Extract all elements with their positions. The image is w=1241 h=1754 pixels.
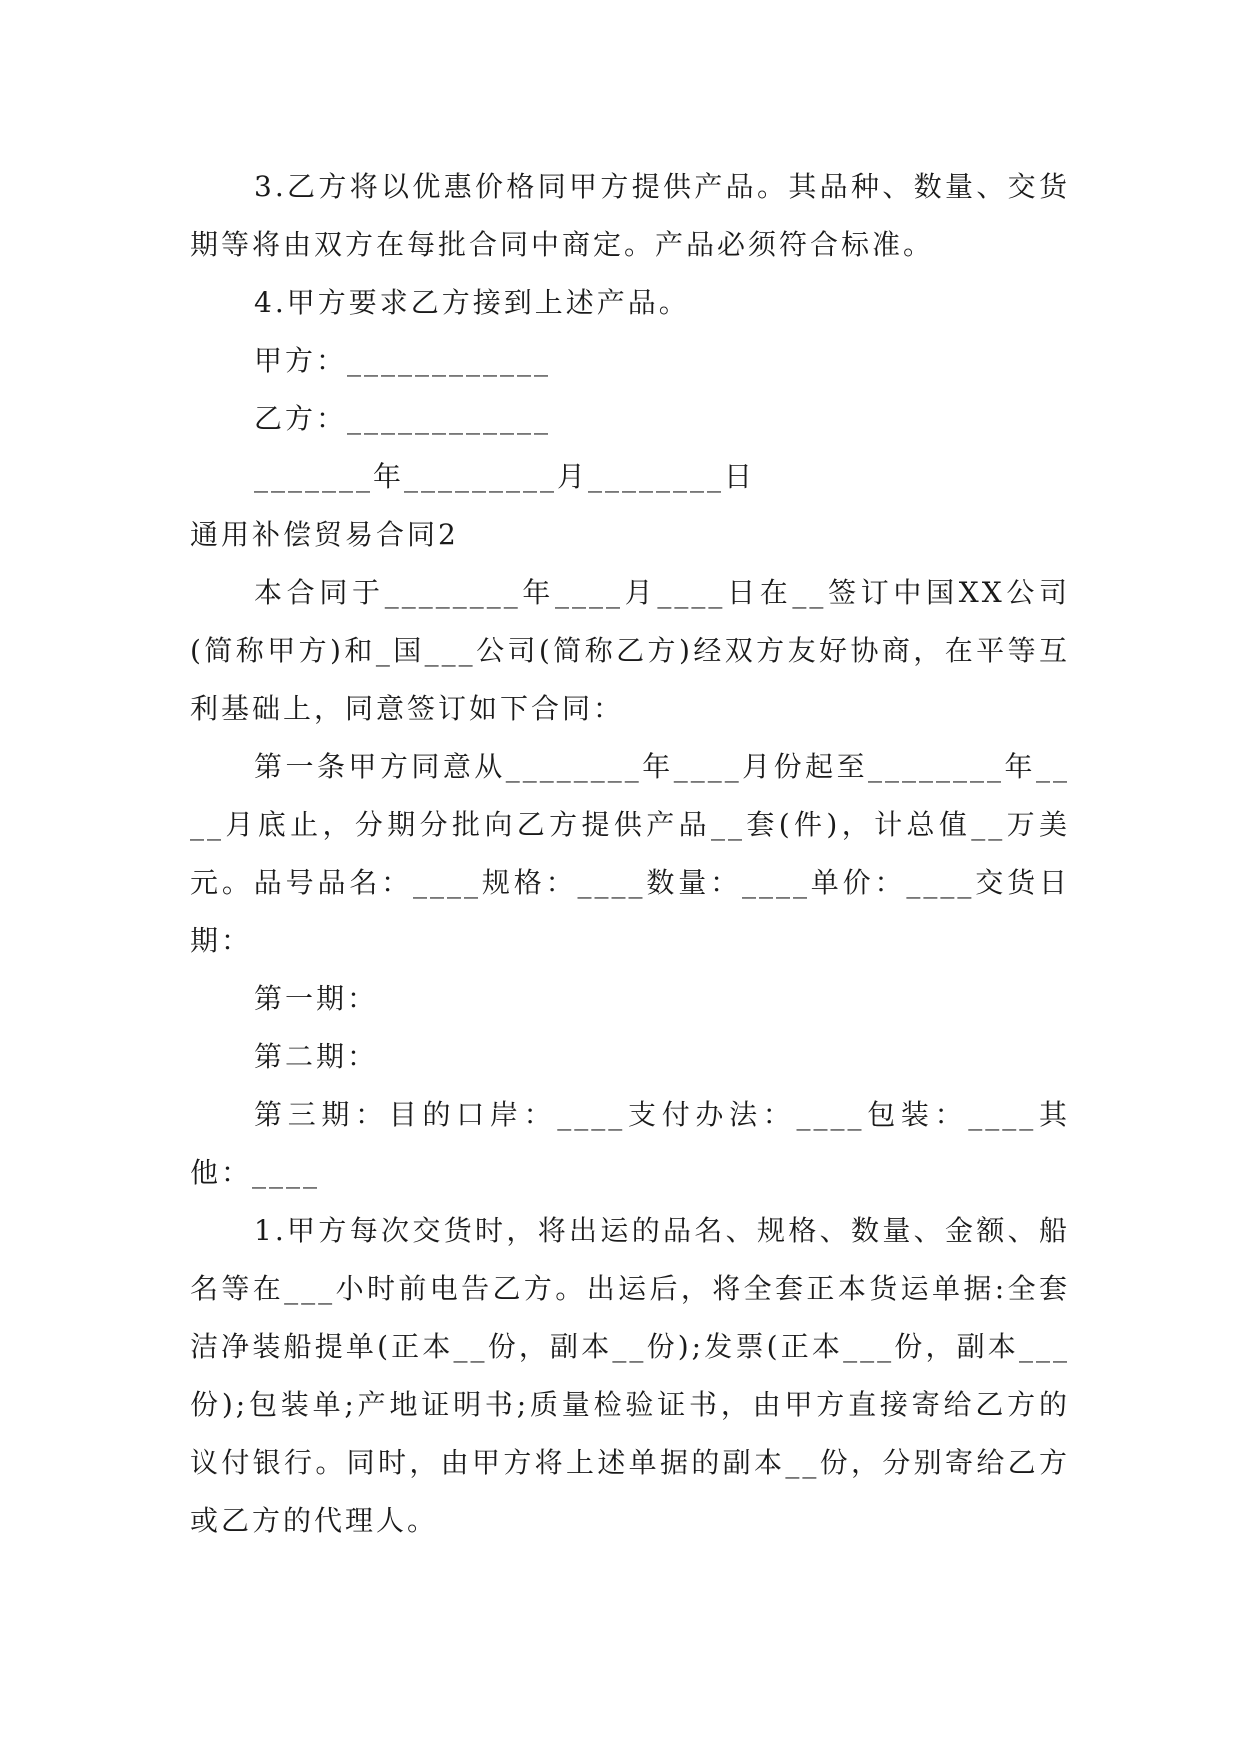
delivery-clause-paragraph: 1.甲方每次交货时，将出运的品名、规格、数量、金额、船名等在___小时前电告乙方。出运后，将全套正本货运单据:全套洁净装船提单(正本__份，副本__份);发票(正本___份，副本___份);包装单;产地证明书;质量检验证书，由甲方直接寄给乙方的议付银行。同时，由甲方将上述单据的副本__份，分别寄给乙方或乙方的代理人。 [190,1214,1070,1537]
party-b-signature-line: 乙方：____________ [254,402,552,435]
party-a-signature-line: 甲方：____________ [254,344,552,377]
article-1-paragraph: 第一条甲方同意从________年____月份起至________年____月底止，分期分批向乙方提供产品__套(件)，计总值__万美元。品号品名：____规格：____数量：____单价：____交货日期： [190,750,1070,957]
phase-1-line: 第一期： [254,982,379,1015]
date-line: _______年_________月________日 [254,460,756,493]
phase-2-line: 第二期： [254,1040,379,1073]
contract-intro-paragraph: 本合同于________年____月____日在__签订中国XX公司(简称甲方)和_国___公司(简称乙方)经双方友好协商，在平等互利基础上，同意签订如下合同： [190,576,1070,725]
document-body [190,158,1070,1550]
phase-3-line: 第三期：目的口岸：____支付办法：____包装：____其他：____ [190,1098,1070,1189]
clause-4-paragraph: 4.甲方要求乙方接到上述产品。 [254,286,690,319]
clause-3-paragraph: 3.乙方将以优惠价格同甲方提供产品。其品种、数量、交货期等将由双方在每批合同中商定。产品必须符合标准。 [190,170,1070,261]
section-title: 通用补偿贸易合同2 [190,518,459,551]
